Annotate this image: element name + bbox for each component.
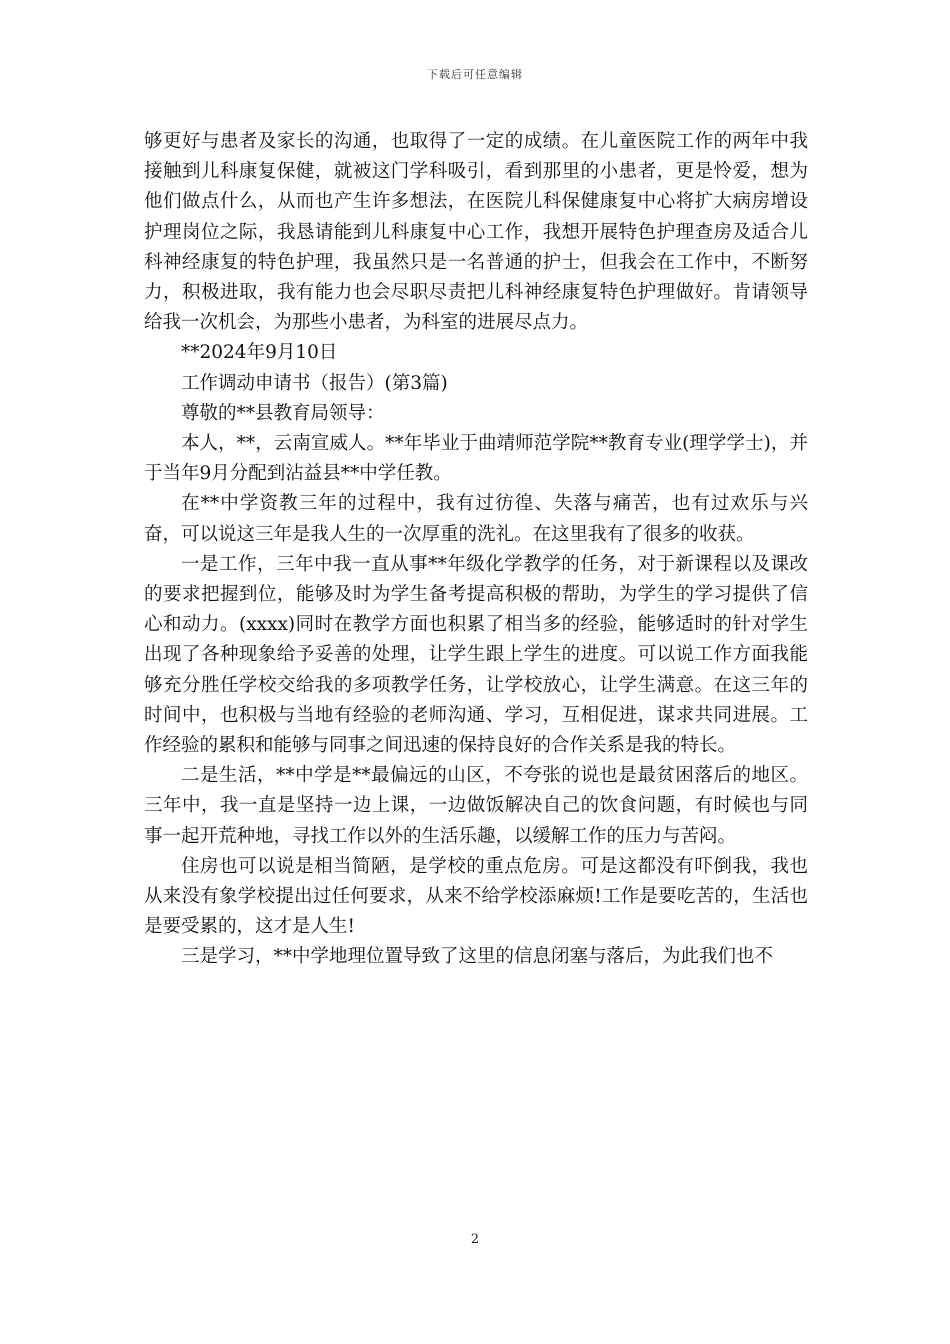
- paragraph: 二是生活，**中学是**最偏远的山区，不夸张的说也是最贫困落后的地区。三年中，我一直是坚持一边上课，一边做饭解决自己的饮食问题，有时候也与同事一起开荒种地，寻找工作以外的生活乐趣，以缓解工作的压力与苦闷。: [144, 765, 808, 847]
- paragraph: 住房也可以说是相当简陋，是学校的重点危房。可是这都没有吓倒我，我也从来没有象学校提出过任何要求，从来不给学校添麻烦!工作是要吃苦的，生活也是要受累的，这才是人生!: [144, 855, 808, 938]
- paragraph: 够更好与患者及家长的沟通，也取得了一定的成绩。在儿童医院工作的两年中我接触到儿科康复保健，就被这门学科吸引，看到那里的小患者，更是怜爱，想为他们做点什么，从而也产生许多想法，在医院儿科保健康复中心将扩大病房增设护理岗位之际，我恳请能到儿科康复中心工作，我想开展特色护理查房及适合儿科神经康复的特色护理，我虽然只是一名普通的护士，但我会在工作中，不断努力，积极进取，我有能力也会尽职尽责把儿科神经康复特色护理做好。肯请领导给我一次机会，为那些小患者，为科室的进展尽点力。: [144, 131, 808, 334]
- page-number: 2: [470, 1232, 480, 1247]
- paragraph: 一是工作，三年中我一直从事**年级化学教学的任务，对于新课程以及课改的要求把握到位，能够及时为学生备考提高积极的帮助，为学生的学习提供了信心和动力。(xxxx)同时在教学方面也积累了相当多的经验，能够适时的针对学生出现了各种现象给予妥善的处理，让学生跟上学生的进度。可以说工作方面我能够充分胜任学校交给我的多项教学任务，让学校放心，让学生满意。在这三年的时间中，也积极与当地有经验的老师沟通、学习，互相促进，谋求共同进展。工作经验的累积和能够与同事之间迅速的保持良好的合作关系是我的特长。: [144, 553, 808, 757]
- paragraph: 三是学习，**中学地理位置导致了这里的信息闭塞与落后，为此我们也不: [181, 946, 774, 968]
- page-header: 下载后可任意编辑: [427, 68, 523, 81]
- paragraph: 在**中学资教三年的过程中，我有过彷徨、失落与痛苦，也有过欢乐与兴奋，可以说这三年是我人生的一次厚重的洗礼。在这里我有了很多的收获。: [144, 493, 808, 545]
- paragraph: 本人，**，云南宣威人。**年毕业于曲靖师范学院**教育专业(理学学士)，并于当年9月分配到沾益县**中学任教。: [144, 433, 808, 485]
- document-body: [144, 127, 808, 973]
- salutation: 尊敬的**县教育局领导：: [181, 402, 385, 424]
- date-line: **2024年9月10日: [181, 342, 338, 364]
- section-title: 工作调动申请书（报告）(第3篇): [181, 372, 448, 394]
